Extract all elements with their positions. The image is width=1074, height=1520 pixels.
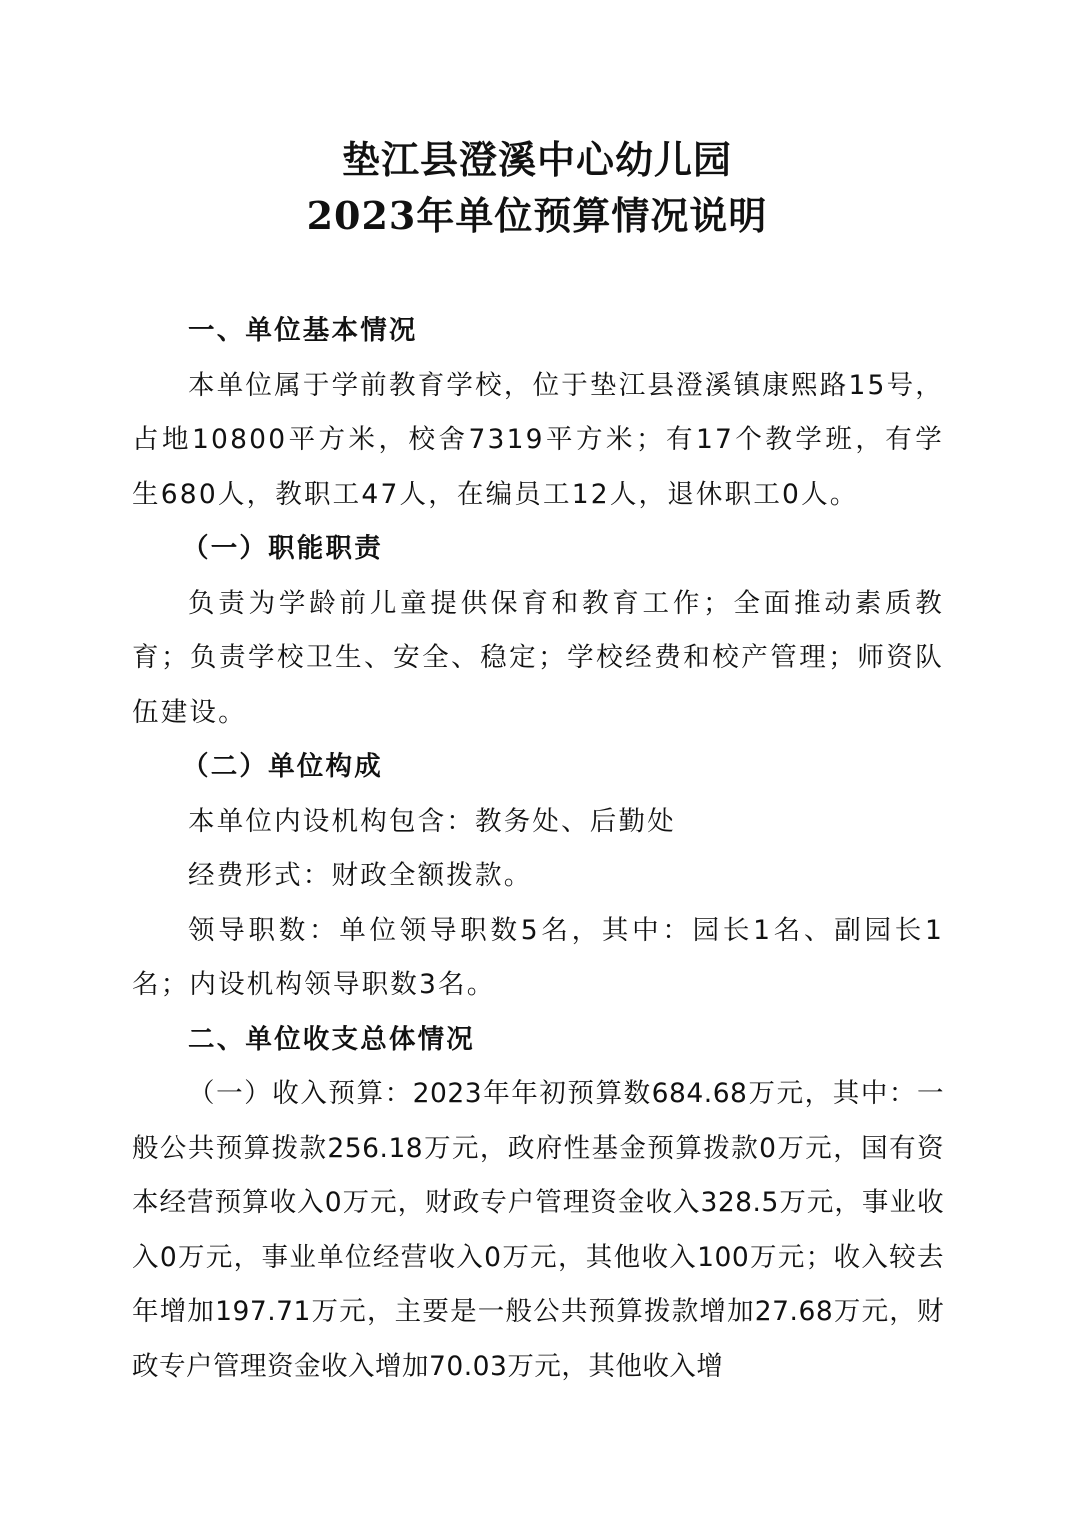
composition-paragraph-funding: 经费形式：财政全额拨款。 [188, 860, 533, 891]
document-body [132, 304, 944, 1394]
income-budget-paragraph: （一）收入预算：2023年年初预算数684.68万元，其中：一般公共预算拨款256.18万元，政府性基金预算拨款0万元，国有资本经营预算收入0万元，财政专户管理资金收入328.5万元，事业收入0万元，事业单位经营收入0万元，其他收入100万元；收入较去年增加197.71万元，主要是一般公共预算拨款增加27.68万元，财政专户管理资金收入增加70.03万元，其他收入增 [132, 1078, 944, 1382]
document-title-line2: 2023年单位预算情况说明 [306, 193, 768, 238]
document-title-line1: 垫江县澄溪中心幼儿园 [341, 137, 732, 182]
composition-paragraph-leadership: 领导职数：单位领导职数5名，其中：园长1名、副园长1名；内设机构领导职数3名。 [132, 914, 944, 1000]
composition-heading: （二）单位构成 [182, 751, 383, 782]
section1-heading: 一、单位基本情况 [188, 315, 418, 346]
functions-paragraph: 负责为学龄前儿童提供保育和教育工作；全面推动素质教育；负责学校卫生、安全、稳定；学校经费和校产管理；师资队伍建设。 [132, 587, 944, 728]
functions-heading: （一）职能职责 [182, 533, 383, 564]
composition-paragraph-departments: 本单位内设机构包含：教务处、后勤处 [188, 805, 676, 837]
section2-heading: 二、单位收支总体情况 [188, 1023, 475, 1055]
section1-intro-paragraph: 本单位属于学前教育学校，位于垫江县澄溪镇康熙路15号，占地10800平方米，校舍7319平方米；有17个教学班，有学生680人，教职工47人，在编员工12人，退休职工0人。 [132, 369, 944, 510]
